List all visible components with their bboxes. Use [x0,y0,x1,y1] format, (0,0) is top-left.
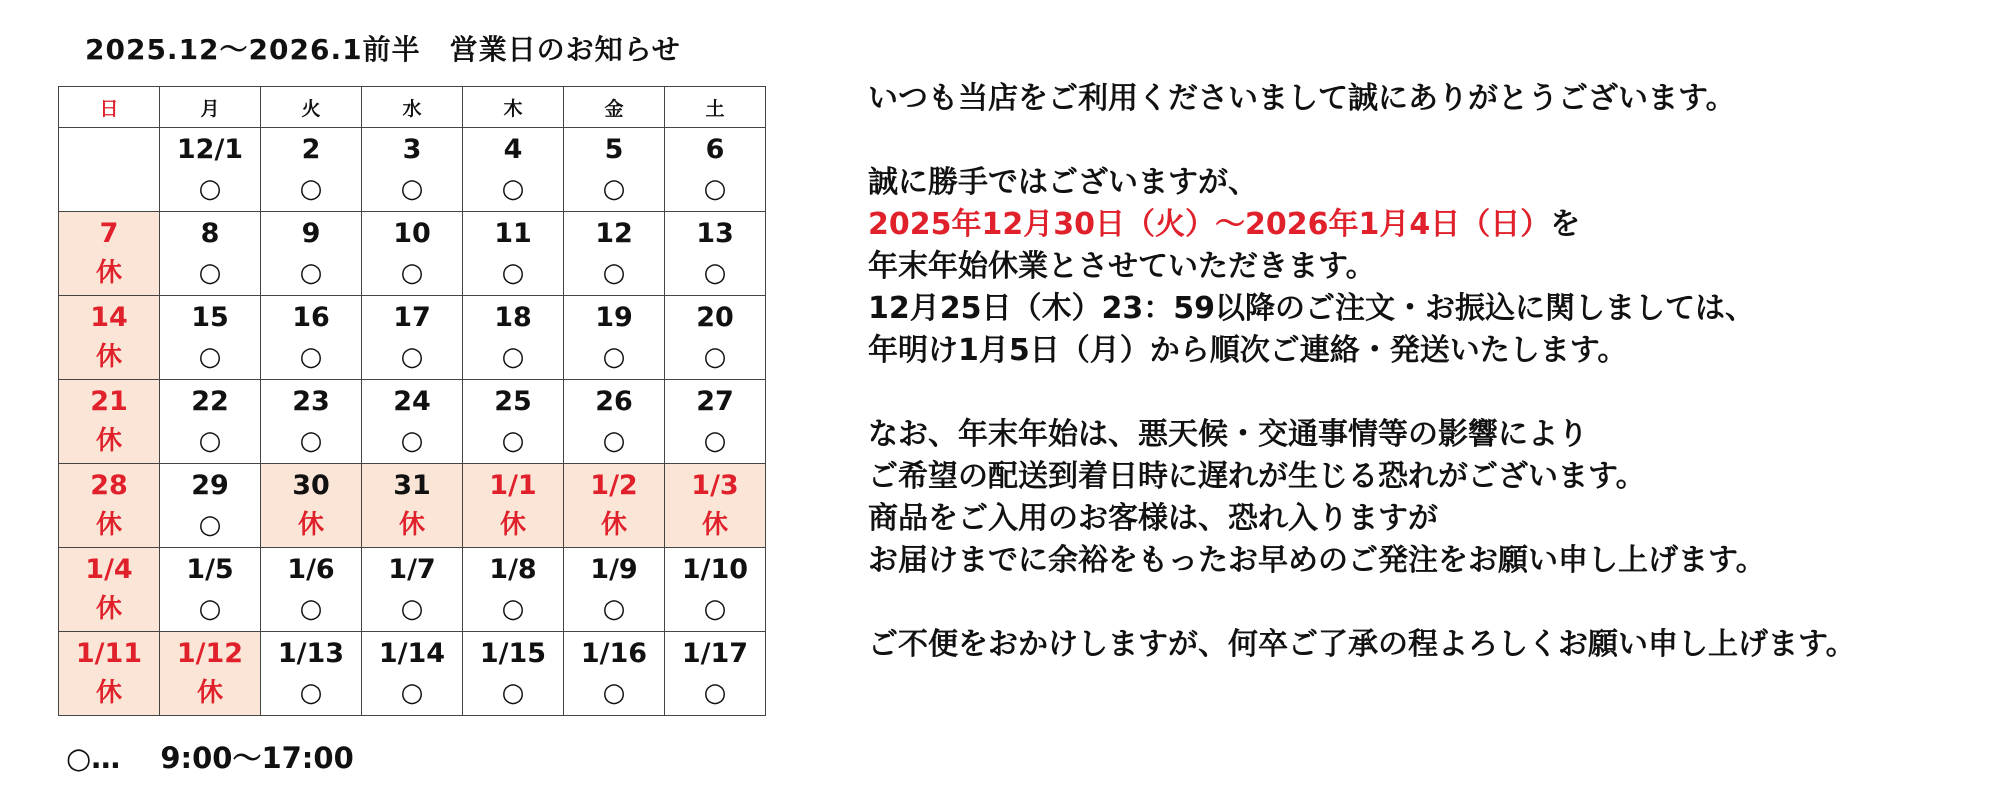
open-mark: ○ [198,173,222,204]
legend [66,736,354,777]
weekday-header: 木 [463,87,564,128]
weekday-header: 土 [665,87,766,128]
day-date: 11 [494,217,532,249]
day-date: 17 [393,301,431,333]
day-date: 12 [595,217,633,249]
calendar-day-cell [261,464,362,548]
calendar-day-cell [463,632,564,716]
open-mark: ○ [501,425,525,456]
calendar-day-cell [463,464,564,548]
day-date: 20 [696,301,734,333]
calendar-title: 2025.12～2026.1前半 営業日のお知らせ [85,33,681,66]
open-mark: ○ [400,425,424,456]
calendar-day-cell [59,296,160,380]
open-mark: ○ [703,425,727,456]
calendar-week-row [59,464,766,548]
calendar-day-cell [261,128,362,212]
day-date: 1/9 [590,553,638,585]
day-date: 1/17 [681,637,749,669]
calendar-day-cell [362,296,463,380]
day-date: 3 [402,133,422,165]
calendar-day-cell [362,128,463,212]
weekday-header: 水 [362,87,463,128]
holiday-notice [868,78,1856,666]
calendar-week-row [59,632,766,716]
calendar-day-cell [463,212,564,296]
day-date: 1/15 [479,637,547,669]
open-mark: ○ [400,341,424,372]
day-date: 1/1 [489,469,537,501]
day-date: 26 [595,385,633,417]
closed-mark: 休 [398,509,425,540]
calendar-day-cell [665,212,766,296]
open-mark: ○ [299,173,323,204]
blank-line [868,582,1856,624]
day-date: 9 [301,217,321,249]
closed-mark: 休 [95,257,122,288]
day-date: 5 [604,133,624,165]
day-date: 30 [292,469,330,501]
calendar-week-row [59,380,766,464]
notice-line: ご不便をおかけしますが、何卒ご了承の程よろしくお願い申し上げます。 [868,627,1856,662]
open-mark: ○ [400,593,424,624]
closed-mark: 休 [95,677,122,708]
open-mark: ○ [299,425,323,456]
calendar-day-cell [362,380,463,464]
day-date: 25 [494,385,532,417]
open-mark: ○ [400,257,424,288]
closed-mark: 休 [95,425,122,456]
day-date: 29 [191,469,229,501]
day-date: 7 [99,217,119,249]
calendar-day-cell [564,128,665,212]
calendar-day-cell [665,464,766,548]
calendar-day-cell [160,128,261,212]
calendar-day-cell [261,548,362,632]
open-mark: ○ [198,257,222,288]
day-date: 12/1 [176,133,244,165]
day-date: 18 [494,301,532,333]
notice-line: 12月25日（木）23：59以降のご注文・お振込に関しましては、 [868,291,1755,326]
open-mark: ○ [400,173,424,204]
open-mark: ○ [501,677,525,708]
calendar-body [59,128,766,716]
closed-mark: 休 [95,509,122,540]
calendar-week-row [59,548,766,632]
calendar-day-cell [59,380,160,464]
calendar-day-cell [261,212,362,296]
open-mark: ○ [602,257,626,288]
day-date: 23 [292,385,330,417]
day-date: 2 [301,133,321,165]
weekday-header: 日 [59,87,160,128]
notice-line: いつも当店をご利用くださいまして誠にありがとうございます。 [868,81,1736,116]
calendar-day-cell [59,128,160,212]
open-mark: ○ [501,593,525,624]
day-date: 1/2 [590,469,638,501]
day-date: 6 [705,133,725,165]
legend-symbol: ○… [66,741,121,775]
calendar-day-cell [463,296,564,380]
closed-mark: 休 [196,677,223,708]
day-date: 15 [191,301,229,333]
calendar-day-cell [160,296,261,380]
calendar-day-cell [564,212,665,296]
open-mark: ○ [299,677,323,708]
calendar-day-cell [564,632,665,716]
day-date: 1/13 [277,637,345,669]
blank-line [868,120,1856,162]
holiday-period: 2025年12月30日（火）～2026年1月4日（日） [868,207,1551,242]
weekday-header: 金 [564,87,665,128]
calendar-day-cell [59,548,160,632]
calendar-day-cell [463,128,564,212]
day-date: 1/5 [186,553,234,585]
calendar-week-row [59,212,766,296]
open-mark: ○ [400,677,424,708]
day-date: 1/12 [176,637,244,669]
notice-line: 年明け1月5日（月）から順次ご連絡・発送いたします。 [868,333,1628,368]
notice-line: 商品をご入用のお客様は、恐れ入りますが [868,501,1438,536]
notice-line: お届けまでに余裕をもったお早めのご発注をお願い申し上げます。 [868,543,1766,578]
day-date: 1/8 [489,553,537,585]
day-date: 31 [393,469,431,501]
day-date: 4 [503,133,523,165]
calendar-day-cell [362,548,463,632]
open-mark: ○ [299,257,323,288]
day-date: 1/16 [580,637,648,669]
day-date: 1/7 [388,553,436,585]
open-mark: ○ [703,257,727,288]
notice-line: ご希望の配送到着日時に遅れが生じる恐れがございます。 [868,459,1646,494]
day-date: 10 [393,217,431,249]
open-mark: ○ [703,341,727,372]
calendar-day-cell [665,128,766,212]
calendar-day-cell [463,380,564,464]
calendar-day-cell [160,632,261,716]
open-mark: ○ [501,257,525,288]
day-date: 1/10 [681,553,749,585]
closed-mark: 休 [95,341,122,372]
calendar-day-cell [59,464,160,548]
open-mark: ○ [501,341,525,372]
calendar-day-cell [665,380,766,464]
open-mark: ○ [602,173,626,204]
weekday-header: 月 [160,87,261,128]
calendar-week-row [59,128,766,212]
day-date: 1/3 [691,469,739,501]
calendar-day-cell [665,548,766,632]
calendar-day-cell [362,212,463,296]
closed-mark: 休 [600,509,627,540]
day-date: 24 [393,385,431,417]
day-date: 14 [90,301,128,333]
notice-line [868,204,1856,246]
calendar-day-cell [564,464,665,548]
notice-text: を [1550,207,1581,242]
day-date: 1/6 [287,553,335,585]
blank-line [868,372,1856,414]
calendar-day-cell [261,296,362,380]
open-mark: ○ [299,593,323,624]
calendar-day-cell [362,632,463,716]
notice-line: 年末年始休業とさせていただきます。 [868,249,1376,284]
day-date: 22 [191,385,229,417]
closed-mark: 休 [499,509,526,540]
legend-hours: 9:00～17:00 [160,741,354,775]
open-mark: ○ [198,509,222,540]
weekday-header: 火 [261,87,362,128]
calendar-day-cell [564,380,665,464]
open-mark: ○ [703,593,727,624]
day-date: 1/4 [85,553,133,585]
calendar-day-cell [59,632,160,716]
day-date: 28 [90,469,128,501]
calendar-week-row [59,296,766,380]
calendar-day-cell [665,296,766,380]
notice-line: 誠に勝手ではございますが、 [868,165,1258,200]
calendar-day-cell [59,212,160,296]
day-date: 16 [292,301,330,333]
open-mark: ○ [602,341,626,372]
calendar-day-cell [261,632,362,716]
day-date: 27 [696,385,734,417]
notice-line: なお、年末年始は、悪天候・交通事情等の影響により [868,417,1588,452]
calendar-day-cell [160,380,261,464]
open-mark: ○ [602,593,626,624]
calendar-day-cell [564,296,665,380]
open-mark: ○ [299,341,323,372]
closed-mark: 休 [95,593,122,624]
calendar-day-cell [665,632,766,716]
open-mark: ○ [602,677,626,708]
open-mark: ○ [703,677,727,708]
day-date: 21 [90,385,128,417]
closed-mark: 休 [297,509,324,540]
closed-mark: 休 [701,509,728,540]
open-mark: ○ [703,173,727,204]
calendar-day-cell [463,548,564,632]
open-mark: ○ [198,593,222,624]
day-date: 1/11 [75,637,143,669]
weekday-header-row [59,87,766,128]
day-date: 8 [200,217,220,249]
calendar-day-cell [160,464,261,548]
calendar-day-cell [160,212,261,296]
business-calendar [58,86,766,716]
open-mark: ○ [501,173,525,204]
day-date: 1/14 [378,637,446,669]
open-mark: ○ [198,341,222,372]
calendar-day-cell [261,380,362,464]
day-date: 19 [595,301,633,333]
open-mark: ○ [602,425,626,456]
calendar-day-cell [160,548,261,632]
calendar-day-cell [362,464,463,548]
open-mark: ○ [198,425,222,456]
calendar-day-cell [564,548,665,632]
day-date: 13 [696,217,734,249]
